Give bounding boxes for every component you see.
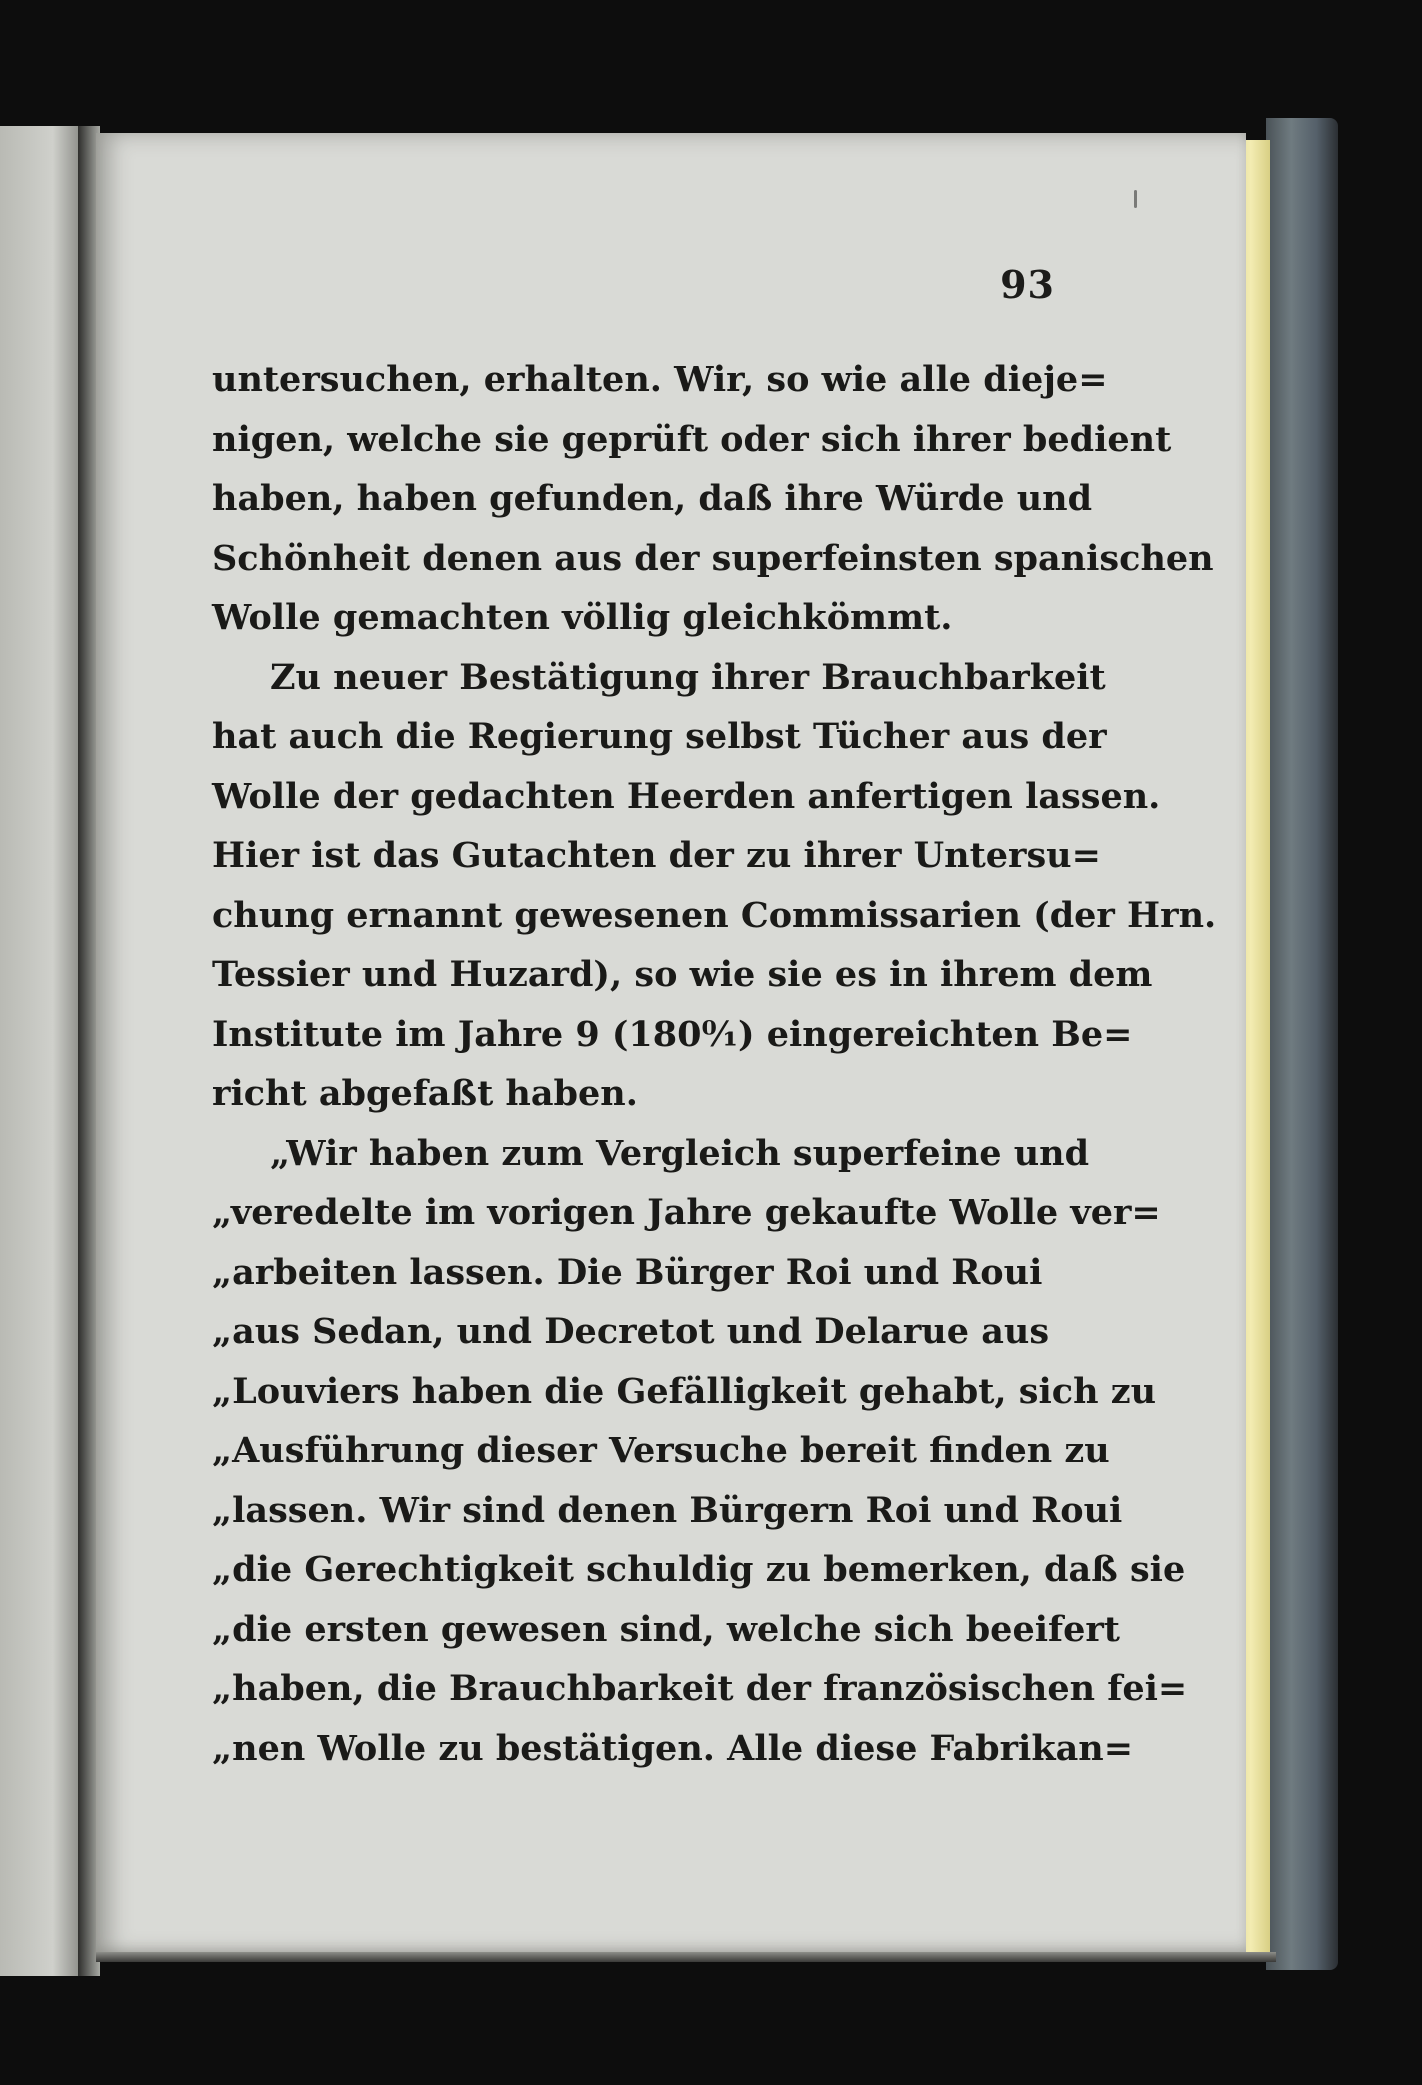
text-line: „Wir haben zum Vergleich superfeine und bbox=[270, 1132, 1090, 1174]
text-line: „Ausführung dieser Versuche bereit finden zu bbox=[212, 1430, 1110, 1471]
text-line: „veredelte im vorigen Jahre gekaufte Wolle ver= bbox=[212, 1192, 1161, 1233]
book-cover-edge bbox=[1266, 118, 1338, 1970]
text-line: „die Gerechtigkeit schuldig zu bemerken, daß sie bbox=[212, 1549, 1186, 1590]
text-line: Hier ist das Gutachten der zu ihrer Untersu= bbox=[212, 835, 1101, 876]
text-line: „aus Sedan, und Decretot und Delarue aus bbox=[212, 1311, 1050, 1352]
text-line: „lassen. Wir sind denen Bürgern Roi und Roui bbox=[212, 1489, 1123, 1531]
paper-mark bbox=[1134, 190, 1137, 208]
text-line: „Louviers haben die Gefälligkeit gehabt, sich zu bbox=[212, 1370, 1157, 1412]
page-number: 93 bbox=[1000, 262, 1055, 307]
page-bottom-edge bbox=[96, 1952, 1276, 1962]
text-line: „die ersten gewesen sind, welche sich beeifert bbox=[212, 1608, 1120, 1650]
text-line: hat auch die Regierung selbst Tücher aus der bbox=[212, 716, 1107, 757]
left-page-edge bbox=[0, 126, 88, 1976]
text-line: Tessier und Huzard), so wie sie es in ihrem dem bbox=[212, 954, 1153, 995]
text-line: Schönheit denen aus der superfeinsten spanischen bbox=[212, 537, 1214, 579]
text-line: untersuchen, erhalten. Wir, so wie alle dieje= bbox=[212, 359, 1108, 400]
text-line: Zu neuer Bestätigung ihrer Brauchbarkeit bbox=[270, 656, 1106, 698]
text-line: richt abgefaßt haben. bbox=[212, 1073, 638, 1114]
text-line: „nen Wolle zu bestätigen. Alle diese Fabrikan= bbox=[212, 1727, 1134, 1769]
text-line: „haben, die Brauchbarkeit der französischen fei= bbox=[212, 1668, 1188, 1709]
text-line: chung ernannt gewesenen Commissarien (der Hrn. bbox=[212, 894, 1217, 936]
text-line: haben, haben gefunden, daß ihre Würde und bbox=[212, 478, 1093, 519]
text-line: nigen, welche sie geprüft oder sich ihrer bedient bbox=[212, 418, 1172, 460]
text-line: Wolle der gedachten Heerden anfertigen lassen. bbox=[212, 775, 1161, 817]
text-line: Institute im Jahre 9 (180⁰⁄₁) eingereichten Be= bbox=[212, 1013, 1133, 1055]
text-line: Wolle gemachten völlig gleichkömmt. bbox=[212, 597, 953, 638]
text-line: „arbeiten lassen. Die Bürger Roi und Roui bbox=[212, 1251, 1043, 1293]
page-text bbox=[212, 350, 1217, 1778]
